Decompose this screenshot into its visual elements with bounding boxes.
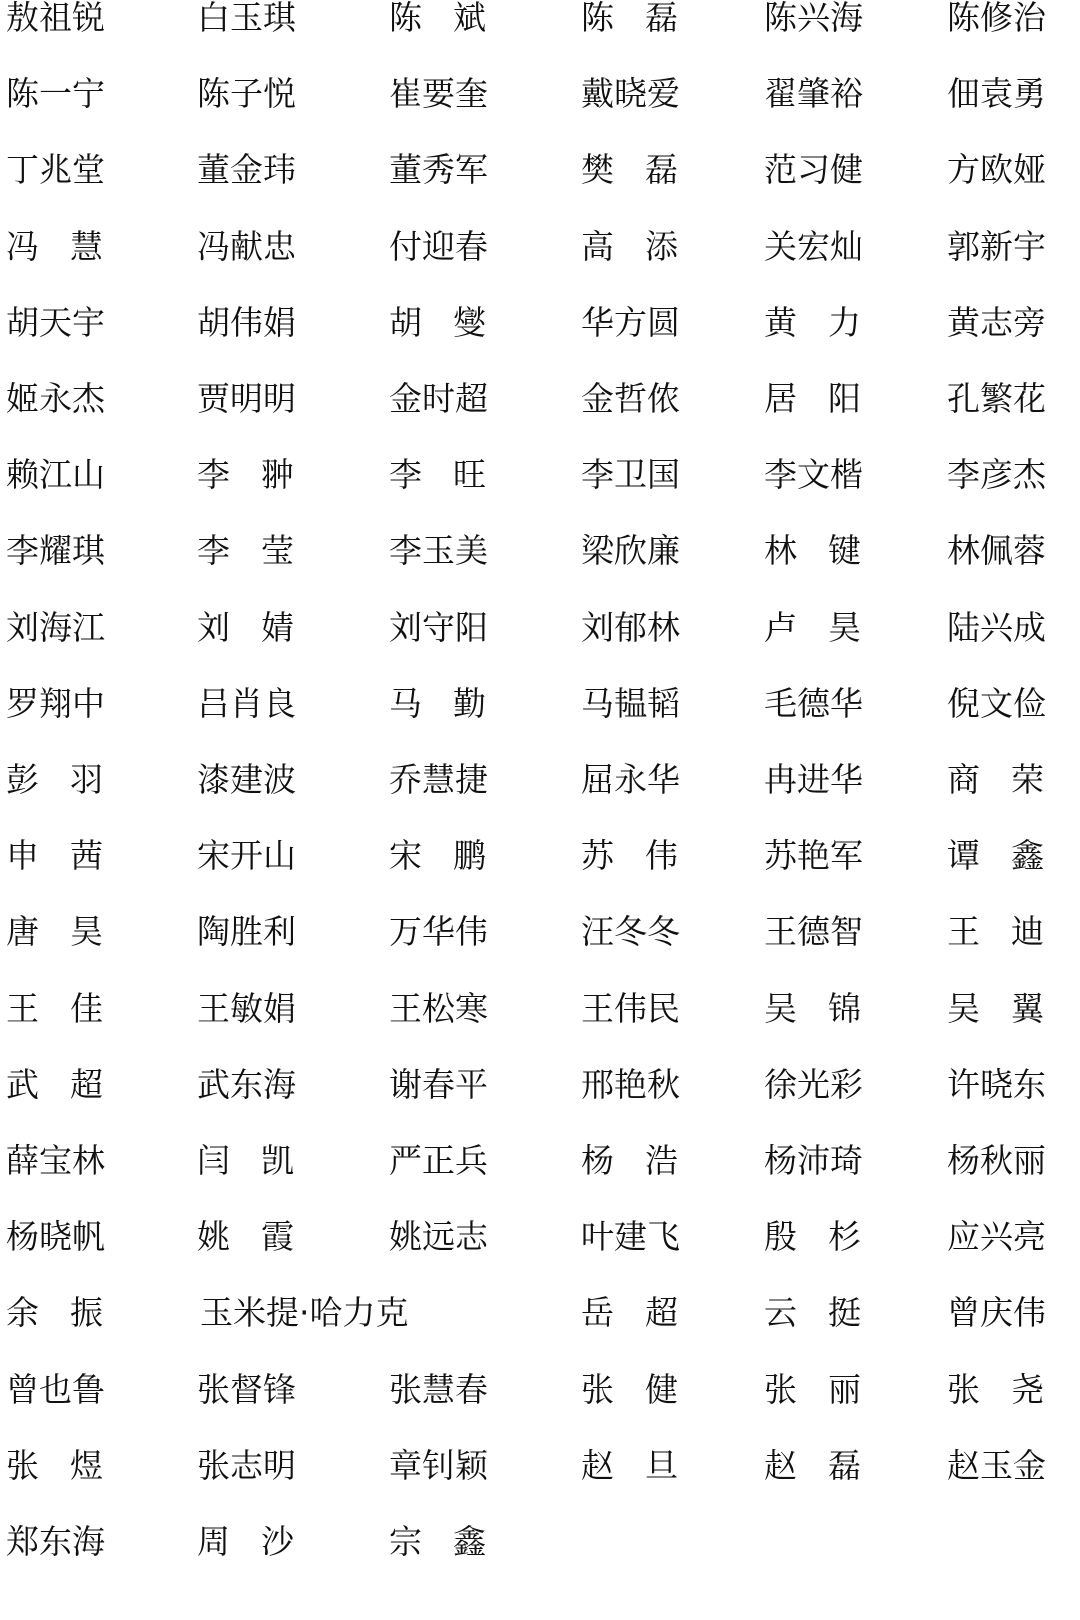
name-cell xyxy=(581,152,678,212)
name-cell: 崔要奎 xyxy=(389,74,488,114)
name-cell xyxy=(6,1295,103,1355)
name-row xyxy=(0,1143,1080,1203)
name-cell xyxy=(6,762,103,822)
name-char: 武 xyxy=(6,1064,39,1104)
name-cell: 汪冬冬 xyxy=(581,912,680,952)
name-cell: 毛德华 xyxy=(764,683,863,723)
name-char: 昊 xyxy=(828,607,861,647)
name-cell xyxy=(764,1445,861,1508)
name-row xyxy=(0,838,1080,898)
name-cell xyxy=(947,1369,1044,1432)
name-cell: 马韫韬 xyxy=(581,683,680,723)
name-char: 键 xyxy=(828,531,861,571)
name-char: 吴 xyxy=(947,988,980,1028)
name-cell xyxy=(6,838,103,898)
name-cell: 曾庆伟 xyxy=(947,1293,1046,1333)
name-char: 荣 xyxy=(1011,760,1044,799)
name-char: 杉 xyxy=(828,1217,861,1257)
name-cell xyxy=(389,838,486,898)
name-cell: 应兴亮 xyxy=(947,1217,1046,1257)
name-cell: 严正兵 xyxy=(389,1141,488,1180)
name-cell: 张慧春 xyxy=(389,1369,488,1409)
name-row xyxy=(0,988,1080,1051)
name-cell xyxy=(764,988,861,1051)
name-cell: 王伟民 xyxy=(581,988,680,1028)
name-char: 伟 xyxy=(645,836,678,876)
name-char: 健 xyxy=(645,1369,678,1409)
name-char: 李 xyxy=(389,455,422,495)
name-cell: 戴晓爱 xyxy=(581,74,680,114)
name-char: 沙 xyxy=(261,1522,294,1561)
name-row xyxy=(0,1219,1080,1279)
name-row xyxy=(0,1524,1080,1584)
name-cell: 关宏灿 xyxy=(764,226,863,266)
name-cell: 付迎春 xyxy=(389,226,488,266)
name-cell: 罗翔中 xyxy=(6,683,105,723)
name-char: 锦 xyxy=(828,988,861,1028)
name-cell xyxy=(947,988,1044,1051)
name-cell: 倪文俭 xyxy=(947,683,1046,723)
name-cell: 郑东海 xyxy=(6,1522,105,1561)
name-row xyxy=(0,1295,1080,1355)
name-cell: 张督锋 xyxy=(197,1369,296,1409)
name-char: 岳 xyxy=(581,1293,614,1333)
name-row xyxy=(0,302,1080,365)
name-cell: 陈子悦 xyxy=(197,74,296,114)
name-cell xyxy=(764,302,861,365)
name-cell: 李玉美 xyxy=(389,531,488,571)
name-char: 超 xyxy=(70,1064,103,1104)
name-cell: 冯献忠 xyxy=(197,226,296,266)
name-char: 申 xyxy=(6,836,39,876)
name-cell xyxy=(6,1445,103,1508)
name-char: 浩 xyxy=(645,1141,678,1180)
name-cell xyxy=(197,457,294,517)
name-cell: 刘郁林 xyxy=(581,607,680,647)
name-char: 李 xyxy=(197,455,230,495)
name-cell: 范习健 xyxy=(764,150,863,190)
name-char: 翼 xyxy=(1011,988,1044,1028)
name-char: 周 xyxy=(197,1522,230,1561)
name-char: 振 xyxy=(70,1293,103,1333)
name-char: 莹 xyxy=(261,531,294,571)
name-char: 吴 xyxy=(764,988,797,1028)
name-cell: 屈永华 xyxy=(581,760,680,799)
name-cell: 金哲侬 xyxy=(581,379,680,418)
name-cell: 方欧娅 xyxy=(947,150,1046,190)
name-cell xyxy=(6,914,103,974)
name-cell xyxy=(581,0,678,60)
name-char: 刘 xyxy=(197,607,230,647)
name-cell: 丁兆堂 xyxy=(6,150,105,190)
name-char: 陈 xyxy=(581,0,614,37)
name-cell: 玉米提·哈力克 xyxy=(200,1293,409,1333)
name-cell: 华方圆 xyxy=(581,302,680,342)
name-cell: 翟肇裕 xyxy=(764,74,863,114)
name-cell: 宋开山 xyxy=(197,836,296,876)
name-cell xyxy=(947,762,1044,822)
name-char: 杨 xyxy=(581,1141,614,1180)
name-char: 冯 xyxy=(6,226,39,266)
name-char: 陈 xyxy=(389,0,422,37)
name-char: 殷 xyxy=(764,1217,797,1257)
name-row xyxy=(0,1064,1080,1127)
name-char: 翀 xyxy=(261,455,294,495)
name-cell xyxy=(197,1219,294,1279)
name-char: 张 xyxy=(764,1369,797,1409)
name-cell: 林佩蓉 xyxy=(947,531,1046,571)
name-cell: 胡伟娟 xyxy=(197,302,296,342)
name-cell: 赖江山 xyxy=(6,455,105,495)
name-cell: 李卫国 xyxy=(581,455,680,495)
name-char: 居 xyxy=(764,379,797,418)
name-char: 樊 xyxy=(581,150,614,190)
name-cell: 陶胜利 xyxy=(197,912,296,952)
name-cell xyxy=(389,302,486,365)
name-char: 勤 xyxy=(453,683,486,723)
name-row xyxy=(0,226,1080,289)
name-cell xyxy=(197,533,294,593)
name-char: 马 xyxy=(389,683,422,723)
name-cell xyxy=(947,838,1044,898)
name-row xyxy=(0,381,1080,441)
name-char: 张 xyxy=(6,1445,39,1485)
name-char: 尧 xyxy=(1011,1369,1044,1409)
name-char: 余 xyxy=(6,1293,39,1333)
name-cell xyxy=(6,226,103,289)
name-cell: 乔慧捷 xyxy=(389,760,488,799)
name-row xyxy=(0,76,1080,136)
name-cell: 梁欣廉 xyxy=(581,531,680,571)
name-char: 婧 xyxy=(261,607,294,647)
name-cell: 张志明 xyxy=(197,1445,296,1485)
name-cell xyxy=(581,1143,678,1203)
name-cell: 叶建飞 xyxy=(581,1217,680,1257)
name-char: 王 xyxy=(6,988,39,1028)
name-cell: 杨秋丽 xyxy=(947,1141,1046,1180)
name-cell: 曾也鲁 xyxy=(6,1369,105,1409)
name-cell: 谢春平 xyxy=(389,1064,488,1104)
name-cell: 苏艳军 xyxy=(764,836,863,876)
name-cell: 薛宝林 xyxy=(6,1141,105,1180)
name-cell xyxy=(6,1064,103,1127)
name-cell xyxy=(197,607,294,670)
name-cell xyxy=(581,838,678,898)
name-cell: 杨晓帆 xyxy=(6,1217,105,1257)
name-row xyxy=(0,762,1080,822)
name-cell xyxy=(764,533,861,593)
name-char: 旺 xyxy=(453,455,486,495)
name-char: 茜 xyxy=(70,836,103,876)
name-cell: 漆建波 xyxy=(197,760,296,799)
name-char: 旦 xyxy=(645,1445,678,1485)
name-cell: 徐光彩 xyxy=(764,1064,863,1104)
name-cell: 冉进华 xyxy=(764,760,863,799)
name-char: 高 xyxy=(581,226,614,266)
name-char: 张 xyxy=(947,1369,980,1409)
name-cell: 邢艳秋 xyxy=(581,1064,680,1104)
name-cell: 王松寒 xyxy=(389,988,488,1028)
name-cell: 陆兴成 xyxy=(947,607,1046,647)
name-char: 阳 xyxy=(828,379,861,418)
name-char: 黄 xyxy=(764,302,797,342)
name-row xyxy=(0,533,1080,593)
name-cell: 孔繁花 xyxy=(947,379,1046,418)
name-cell: 贾明明 xyxy=(197,379,296,418)
name-cell: 董秀军 xyxy=(389,150,488,190)
name-char: 磊 xyxy=(645,0,678,37)
name-char: 唐 xyxy=(6,912,39,952)
name-cell: 郭新宇 xyxy=(947,226,1046,266)
name-cell: 陈修治 xyxy=(947,0,1046,37)
name-cell xyxy=(581,226,678,289)
name-cell: 吕肖良 xyxy=(197,683,296,723)
name-row xyxy=(0,0,1080,60)
name-char: 谭 xyxy=(947,836,980,876)
name-cell: 敖祖锐 xyxy=(6,0,105,37)
name-char: 羽 xyxy=(70,760,103,799)
name-cell xyxy=(581,1445,678,1508)
name-cell: 刘海江 xyxy=(6,607,105,647)
name-cell: 白玉琪 xyxy=(197,0,296,37)
name-cell: 武东海 xyxy=(197,1064,296,1104)
name-row xyxy=(0,457,1080,517)
name-char: 力 xyxy=(828,302,861,342)
name-char: 燮 xyxy=(453,302,486,342)
name-row xyxy=(0,152,1080,212)
name-char: 丽 xyxy=(828,1369,861,1409)
name-char: 林 xyxy=(764,531,797,571)
name-char: 佳 xyxy=(70,988,103,1028)
name-cell: 王德智 xyxy=(764,912,863,952)
name-cell: 李彦杰 xyxy=(947,455,1046,495)
name-char: 慧 xyxy=(70,226,103,266)
name-char: 卢 xyxy=(764,607,797,647)
name-cell xyxy=(581,1369,678,1432)
name-char: 赵 xyxy=(581,1445,614,1485)
name-char: 商 xyxy=(947,760,980,799)
name-char: 昊 xyxy=(70,912,103,952)
name-cell: 李文楷 xyxy=(764,455,863,495)
name-char: 挺 xyxy=(828,1293,861,1333)
name-cell xyxy=(389,0,486,60)
name-cell: 章钊颖 xyxy=(389,1445,488,1485)
name-cell: 金时超 xyxy=(389,379,488,418)
name-char: 迪 xyxy=(1011,912,1044,952)
name-cell: 黄志旁 xyxy=(947,302,1046,342)
name-char: 李 xyxy=(197,531,230,571)
name-cell xyxy=(764,1369,861,1432)
name-cell xyxy=(581,1295,678,1355)
name-char: 云 xyxy=(764,1293,797,1333)
name-cell xyxy=(764,607,861,670)
name-cell: 许晓东 xyxy=(947,1064,1046,1104)
name-cell xyxy=(389,683,486,746)
name-cell: 佃袁勇 xyxy=(947,74,1046,114)
name-cell xyxy=(764,381,861,441)
name-char: 添 xyxy=(645,226,678,266)
name-cell: 陈兴海 xyxy=(764,0,863,37)
name-char: 王 xyxy=(947,912,980,952)
name-cell xyxy=(764,1295,861,1355)
name-char: 磊 xyxy=(828,1445,861,1485)
name-cell: 姚远志 xyxy=(389,1217,488,1257)
name-row xyxy=(0,1445,1080,1508)
name-char: 苏 xyxy=(581,836,614,876)
name-cell xyxy=(389,457,486,517)
name-cell: 刘守阳 xyxy=(389,607,488,647)
name-cell: 李耀琪 xyxy=(6,531,105,571)
name-cell: 陈一宁 xyxy=(6,74,105,114)
name-char: 姚 xyxy=(197,1217,230,1257)
name-char: 胡 xyxy=(389,302,422,342)
name-cell: 胡天宇 xyxy=(6,302,105,342)
name-cell: 董金玮 xyxy=(197,150,296,190)
name-cell: 姬永杰 xyxy=(6,379,105,418)
name-char: 宗 xyxy=(389,1522,422,1561)
name-char: 鑫 xyxy=(453,1522,486,1561)
name-row xyxy=(0,1369,1080,1432)
name-char: 赵 xyxy=(764,1445,797,1485)
name-char: 超 xyxy=(645,1293,678,1333)
name-cell xyxy=(764,1219,861,1279)
name-char: 彭 xyxy=(6,760,39,799)
name-char: 磊 xyxy=(645,150,678,190)
name-cell: 杨沛琦 xyxy=(764,1141,863,1180)
name-cell: 万华伟 xyxy=(389,912,488,952)
name-cell xyxy=(197,1143,294,1203)
name-char: 斌 xyxy=(453,0,486,37)
name-cell: 赵玉金 xyxy=(947,1445,1046,1485)
name-cell xyxy=(947,914,1044,974)
name-row xyxy=(0,914,1080,974)
name-row xyxy=(0,683,1080,746)
name-char: 张 xyxy=(581,1369,614,1409)
name-char: 闫 xyxy=(197,1141,230,1180)
name-cell xyxy=(389,1524,486,1584)
name-char: 凯 xyxy=(261,1141,294,1180)
name-char: 霞 xyxy=(261,1217,294,1257)
name-cell xyxy=(6,988,103,1051)
name-cell xyxy=(197,1524,294,1584)
name-char: 鑫 xyxy=(1011,836,1044,876)
name-char: 煜 xyxy=(70,1445,103,1485)
name-char: 宋 xyxy=(389,836,422,876)
name-row xyxy=(0,607,1080,670)
name-cell: 王敏娟 xyxy=(197,988,296,1028)
name-char: 鹏 xyxy=(453,836,486,876)
